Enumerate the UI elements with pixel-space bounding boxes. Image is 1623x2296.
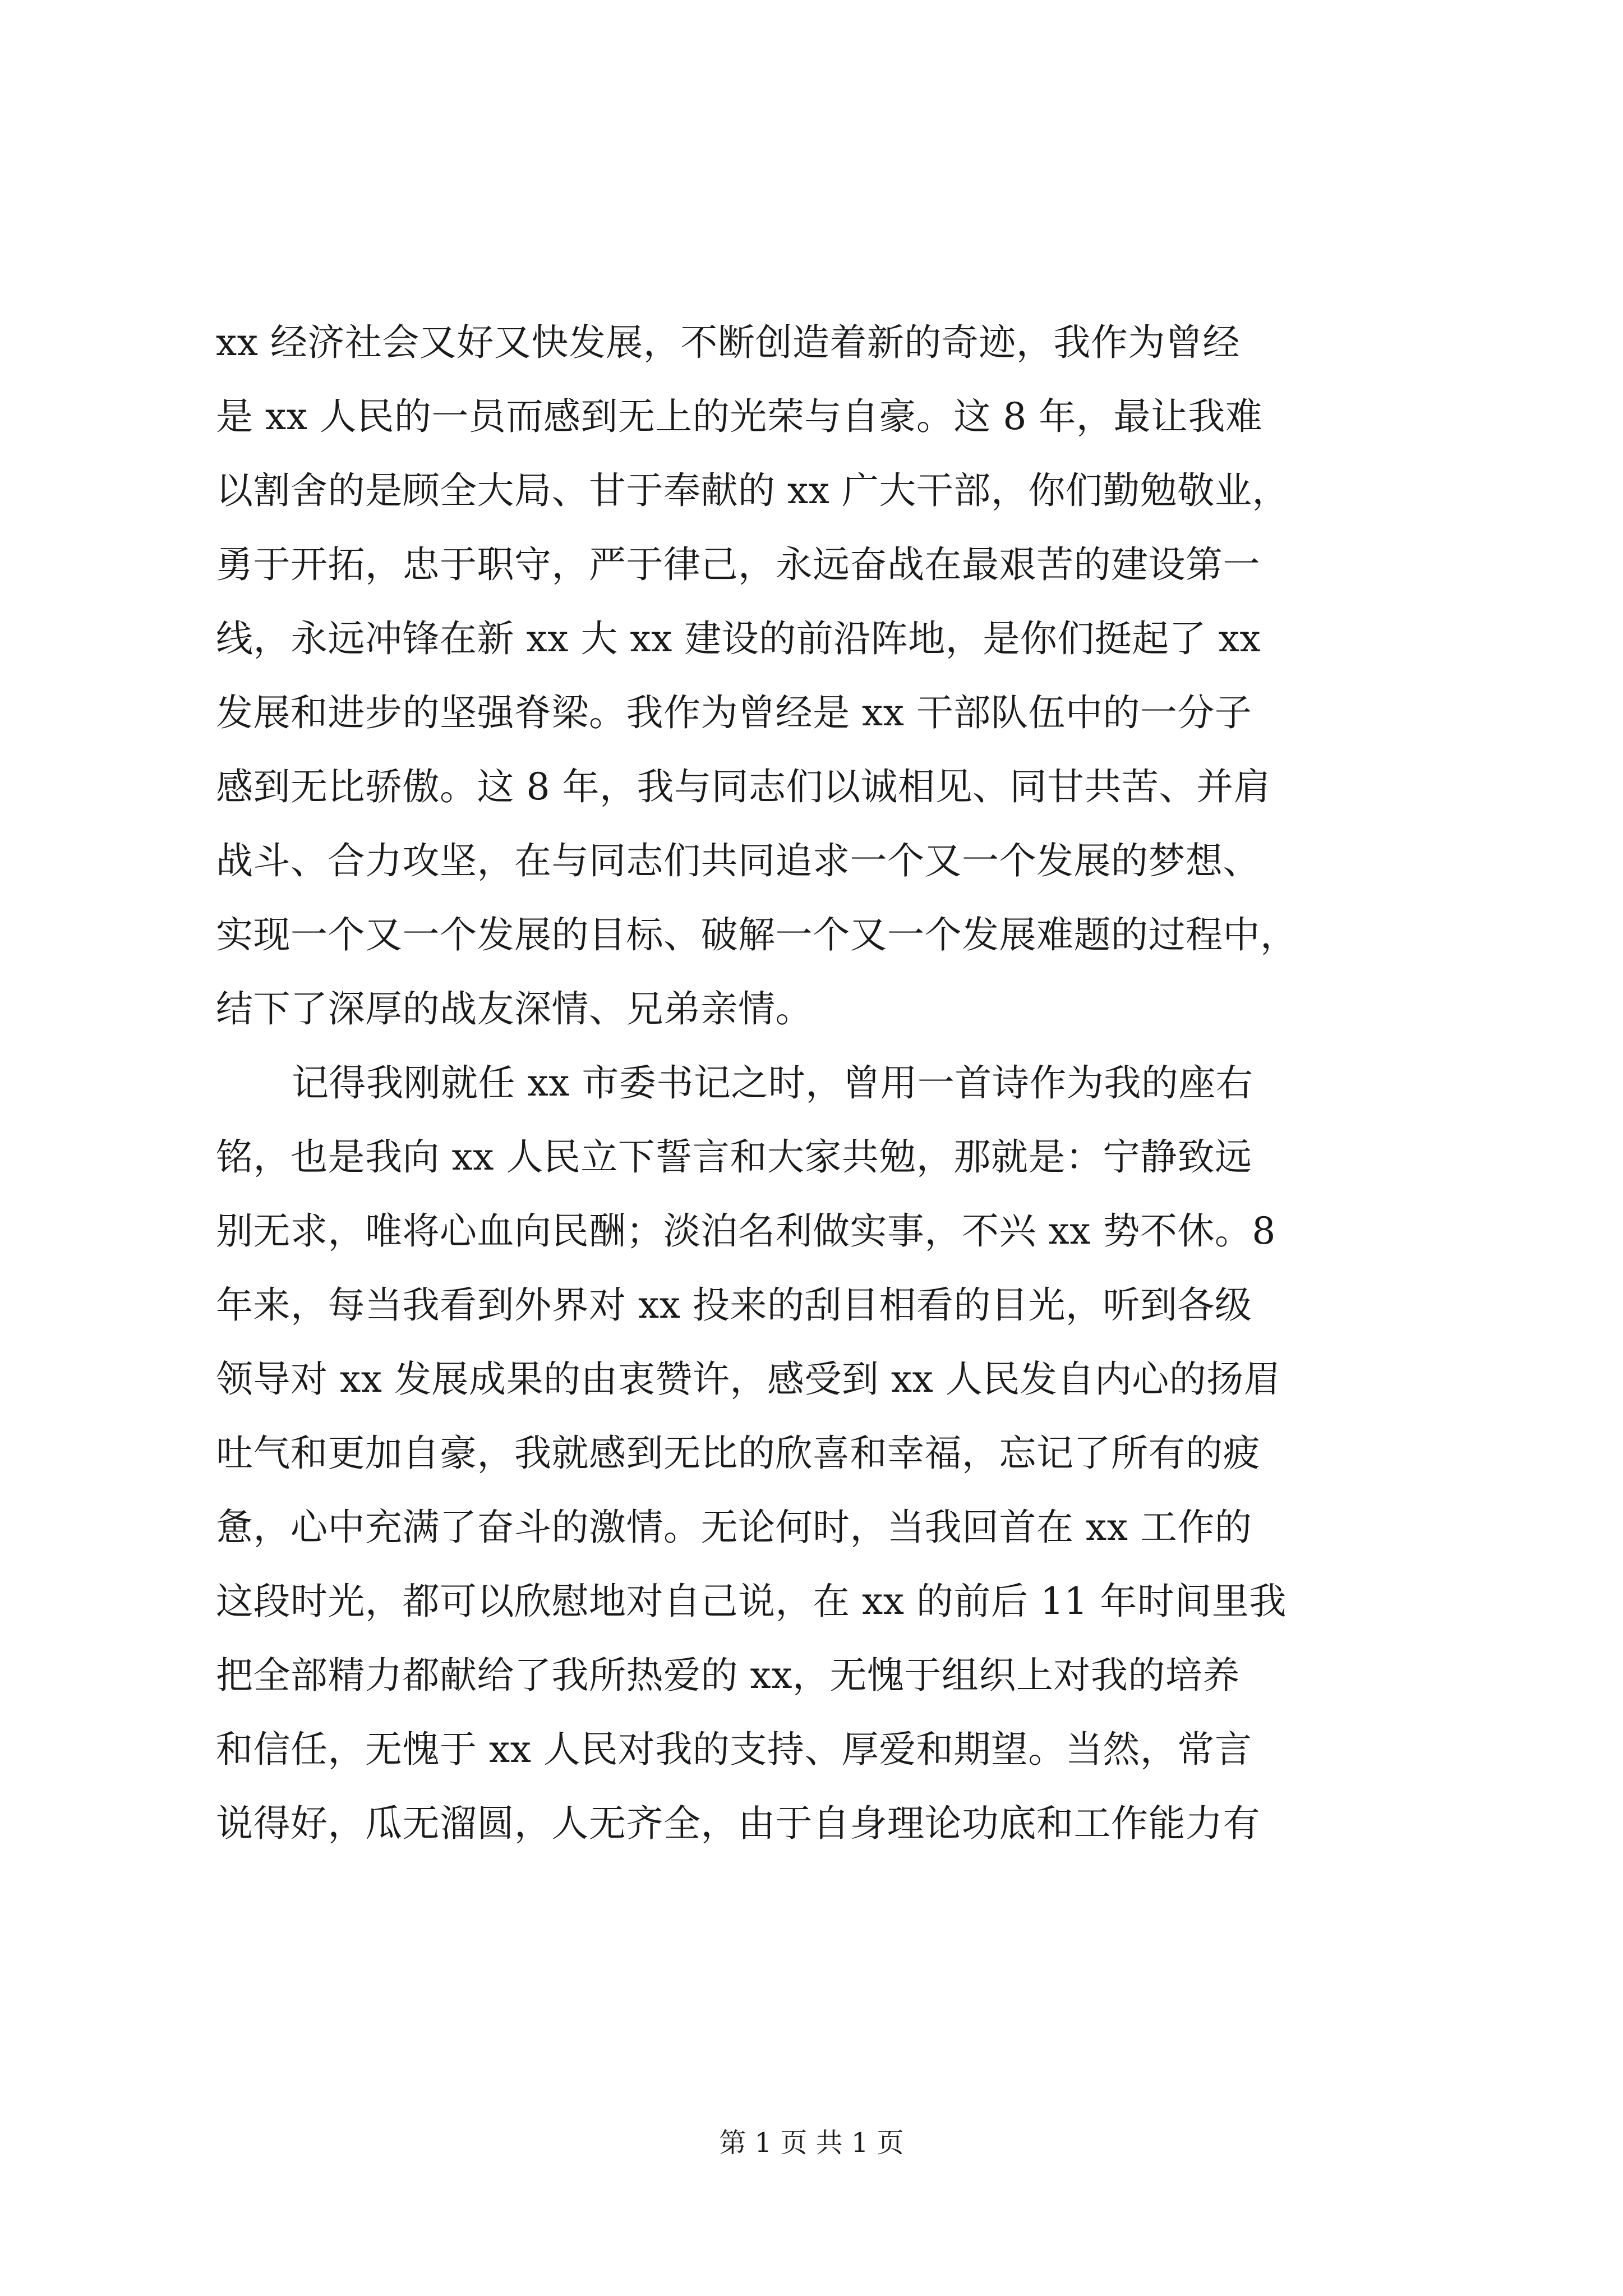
text-line: 线，永远冲锋在新 xx 大 xx 建设的前沿阵地，是你们挺起了 xx: [216, 617, 1261, 660]
text-line: 和信任，无愧于 xx 人民对我的支持、厚爱和期望。当然，常言: [216, 1728, 1252, 1771]
paragraph-start-line: 记得我刚就任 xx 市委书记之时，曾用一首诗作为我的座右: [292, 1061, 1253, 1105]
text-line: 惫，心中充满了奋斗的激情。无论何时，当我回首在 xx 工作的: [216, 1506, 1252, 1549]
text-line: 吐气和更加自豪，我就感到无比的欣喜和幸福，忘记了所有的疲: [216, 1432, 1260, 1475]
text-line: 说得好，瓜无溜圆，人无齐全，由于自身理论功底和工作能力有: [216, 1802, 1260, 1845]
body-text: [216, 306, 1438, 1861]
text-line: 别无求，唯将心血向民酬；淡泊名利做实事，不兴 xx 势不休。8: [216, 1209, 1276, 1253]
text-line: 以割舍的是顾全大局、甘于奉献的 xx 广大干部，你们勤勉敬业，: [216, 469, 1289, 512]
text-line: 铭，也是我向 xx 人民立下誓言和大家共勉，那就是：宁静致远: [216, 1135, 1252, 1179]
text-line: 年来，每当我看到外界对 xx 投来的刮目相看的目光，听到各级: [216, 1283, 1252, 1327]
text-line: 这段时光，都可以欣慰地对自己说，在 xx 的前后 11 年时间里我: [216, 1580, 1287, 1623]
text-line: 是 xx 人民的一员而感到无上的光荣与自豪。这 8 年，最让我难: [216, 395, 1263, 438]
text-line: 感到无比骄傲。这 8 年，我与同志们以诚相见、同甘共苦、并肩: [216, 765, 1271, 808]
text-line: 发展和进步的坚强脊梁。我作为曾经是 xx 干部队伍中的一分子: [216, 691, 1252, 734]
text-line: 结下了深厚的战友深情、兄弟亲情。: [216, 987, 813, 1030]
text-line: 实现一个又一个发展的目标、破解一个又一个发展难题的过程中，: [216, 913, 1298, 956]
text-line: 战斗、合力攻坚，在与同志们共同追求一个又一个发展的梦想、: [216, 839, 1260, 882]
page-footer: 第 1 页 共 1 页: [719, 2127, 904, 2159]
text-line: xx 经济社会又好又快发展，不断创造着新的奇迹，我作为曾经: [216, 321, 1240, 364]
text-line: 把全部精力都献给了我所热爱的 xx，无愧于组织上对我的培养: [216, 1654, 1240, 1697]
text-line: 勇于开拓，忠于职守，严于律己，永远奋战在最艰苦的建设第一: [216, 543, 1260, 586]
text-line: 领导对 xx 发展成果的由衷赞许，感受到 xx 人民发自内心的扬眉: [216, 1358, 1281, 1401]
